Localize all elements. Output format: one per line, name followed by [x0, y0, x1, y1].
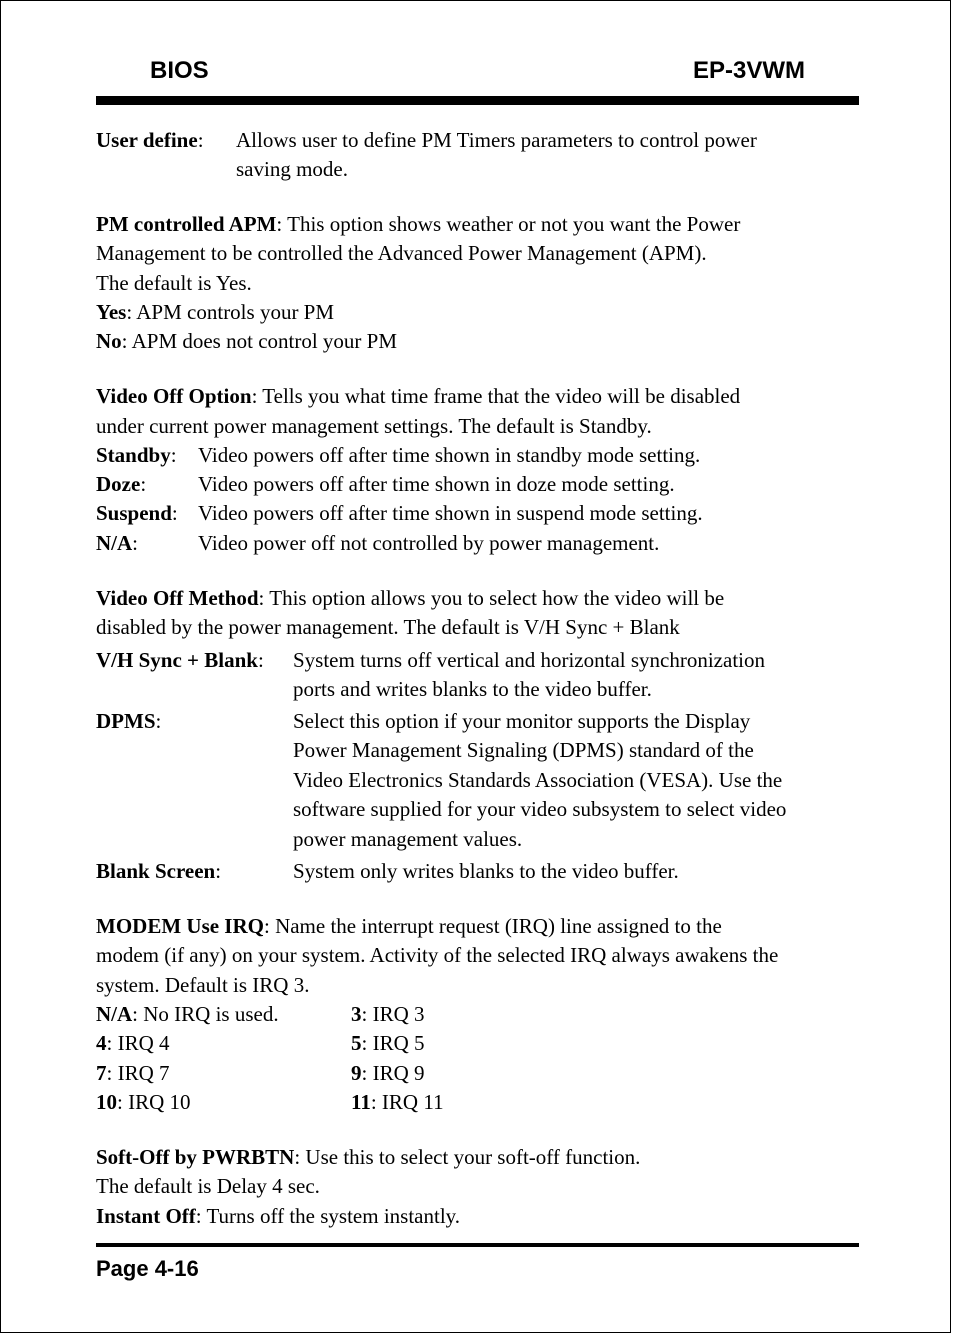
option-desc: : IRQ 10: [117, 1090, 191, 1114]
user-define-sep: :: [197, 128, 204, 152]
modem-irq-intro-rest: : Name the interrupt request (IRQ) line assigned to the: [263, 914, 722, 938]
modem-irq-intro-line-1: [96, 912, 722, 941]
modem-irq-option-9: [351, 1059, 425, 1088]
pm-apm-term: PM controlled APM: [96, 212, 277, 236]
option-desc: : IRQ 5: [361, 1031, 425, 1055]
user-define-desc-line-1: Allows user to define PM Timers parameters to control power: [236, 128, 757, 152]
modem-irq-option-10: [96, 1088, 191, 1117]
video-off-method-dpms-desc-1: Select this option if your monitor supports the Display: [293, 709, 751, 733]
page-number: Page 4-16: [96, 1256, 199, 1281]
video-off-method-intro-line-1: [96, 584, 724, 613]
video-off-option-standby-term: [96, 441, 177, 470]
header-title-right: EP-3VWM: [692, 57, 805, 84]
video-off-method-dpms-desc-4: software supplied for your video subsystem to select video: [293, 797, 787, 821]
video-off-method-vhsync-term: [96, 646, 264, 675]
video-off-option-suspend-term: [96, 499, 178, 528]
modem-irq-term: MODEM Use IRQ: [96, 914, 264, 938]
option-term: 9: [351, 1061, 362, 1085]
footer-rule: [96, 1243, 859, 1247]
pm-apm-intro-rest: : This option shows weather or not you want the Power: [276, 212, 741, 236]
modem-irq-option-na: [96, 1000, 279, 1029]
video-off-method-vhsync-desc-1: System turns off vertical and horizontal synchronization: [293, 648, 765, 672]
soft-off-term: Soft-Off by PWRBTN: [96, 1145, 295, 1169]
pm-apm-intro-line-2: Management to be controlled the Advanced Power Management (APM).: [96, 241, 707, 265]
option-term: DPMS: [96, 709, 156, 733]
video-off-option-doze-term: [96, 470, 146, 499]
video-off-option-intro-line-2: under current power management settings. The default is Standby.: [96, 414, 652, 438]
video-off-method-vhsync-desc-2: ports and writes blanks to the video buffer.: [293, 677, 652, 701]
video-off-method-dpms-term: [96, 707, 161, 736]
option-desc: : IRQ 4: [106, 1031, 170, 1055]
option-term: Doze: [96, 472, 141, 496]
option-term: Blank Screen: [96, 859, 216, 883]
option-term: N/A: [96, 531, 133, 555]
video-off-method-dpms-desc-3: Video Electronics Standards Association (VESA). Use the: [293, 768, 783, 792]
option-sep: :: [215, 859, 222, 883]
video-off-option-standby-desc: Video powers off after time shown in standby mode setting.: [198, 443, 701, 467]
option-desc: : APM controls your PM: [126, 300, 335, 324]
option-term: Yes: [96, 300, 127, 324]
pm-apm-option-yes: [96, 298, 334, 327]
modem-irq-intro-line-3: system. Default is IRQ 3.: [96, 973, 310, 997]
option-term: 4: [96, 1031, 107, 1055]
modem-irq-option-11: [351, 1088, 444, 1117]
soft-off-intro-rest: : Use this to select your soft-off function.: [294, 1145, 641, 1169]
pm-apm-default: The default is Yes.: [96, 271, 252, 295]
video-off-method-dpms-desc-2: Power Management Signaling (DPMS) standard of the: [293, 738, 754, 762]
option-term: No: [96, 329, 122, 353]
option-desc: : IRQ 7: [106, 1061, 170, 1085]
option-term: Instant Off: [96, 1204, 196, 1228]
modem-irq-option-4: [96, 1029, 170, 1058]
pm-apm-intro-line-1: [96, 210, 740, 239]
option-term: 7: [96, 1061, 107, 1085]
video-off-option-suspend-desc: Video powers off after time shown in suspend mode setting.: [198, 501, 703, 525]
option-sep: :: [140, 472, 147, 496]
option-sep: :: [170, 443, 177, 467]
option-desc: : Turns off the system instantly.: [195, 1204, 461, 1228]
option-desc: : IRQ 3: [361, 1002, 425, 1026]
header-rule: [96, 96, 859, 105]
video-off-option-na-term: [96, 529, 138, 558]
option-term: 3: [351, 1002, 362, 1026]
video-off-method-blank-term: [96, 857, 221, 886]
soft-off-option-instant: [96, 1202, 460, 1231]
user-define-desc-line-2: saving mode.: [236, 157, 348, 181]
video-off-option-intro-line-1: [96, 382, 740, 411]
user-define-term: User define: [96, 128, 198, 152]
video-off-method-term: Video Off Method: [96, 586, 259, 610]
pm-apm-option-no: [96, 327, 397, 356]
video-off-method-dpms-desc-5: power management values.: [293, 827, 523, 851]
option-term: 5: [351, 1031, 362, 1055]
soft-off-intro-line-1: [96, 1143, 640, 1172]
option-term: N/A: [96, 1002, 133, 1026]
option-sep: :: [257, 648, 264, 672]
modem-irq-intro-line-2: modem (if any) on your system. Activity of the selected IRQ always awakens the: [96, 943, 779, 967]
video-off-method-intro-rest: : This option allows you to select how the video will be: [258, 586, 725, 610]
option-term: Standby: [96, 443, 171, 467]
video-off-option-na-desc: Video power off not controlled by power management.: [198, 531, 660, 555]
header-title-left: BIOS: [150, 57, 209, 84]
modem-irq-option-3: [351, 1000, 425, 1029]
video-off-method-blank-desc: System only writes blanks to the video buffer.: [293, 859, 679, 883]
video-off-option-intro-rest: : Tells you what time frame that the video will be disabled: [251, 384, 741, 408]
modem-irq-option-5: [351, 1029, 425, 1058]
option-term: Suspend: [96, 501, 172, 525]
option-term: V/H Sync + Blank: [96, 648, 258, 672]
video-off-option-term: Video Off Option: [96, 384, 252, 408]
soft-off-default: The default is Delay 4 sec.: [96, 1174, 320, 1198]
modem-irq-option-7: [96, 1059, 170, 1088]
option-term: 11: [351, 1090, 371, 1114]
option-desc: : No IRQ is used.: [132, 1002, 279, 1026]
option-sep: :: [171, 501, 178, 525]
option-sep: :: [132, 531, 139, 555]
option-desc: : IRQ 9: [361, 1061, 425, 1085]
option-sep: :: [155, 709, 162, 733]
video-off-method-intro-line-2: disabled by the power management. The default is V/H Sync + Blank: [96, 615, 680, 639]
video-off-option-doze-desc: Video powers off after time shown in doze mode setting.: [198, 472, 675, 496]
user-define-term-line: [96, 126, 204, 155]
option-desc: : IRQ 11: [370, 1090, 444, 1114]
option-desc: : APM does not control your PM: [121, 329, 398, 353]
option-term: 10: [96, 1090, 117, 1114]
